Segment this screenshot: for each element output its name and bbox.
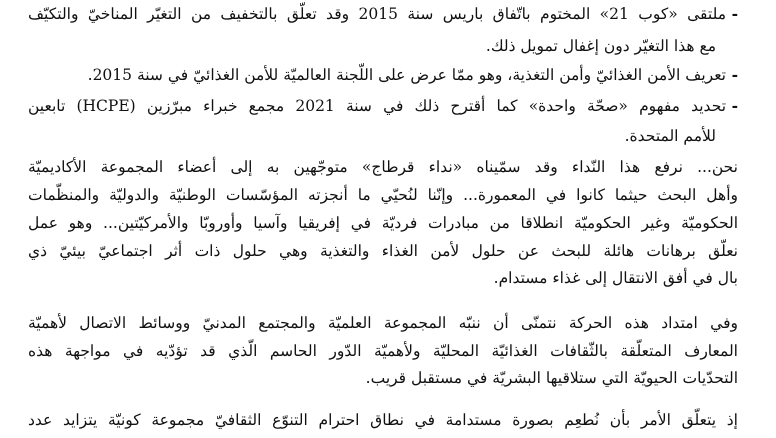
bullet-2-text-1: تعريف الأمن الغذائيّ وأمن التغذية، وهو ممّا عرض على اللّجنة العالميّة للأمن الغذائيّ في سنة 2015. bbox=[87, 66, 726, 84]
bullet-item-1-line-1 bbox=[28, 4, 738, 24]
paragraph-1-text-5: بال في أفق الانتقال إلى غذاء مستدام. bbox=[493, 269, 738, 287]
paragraph-1-line-5 bbox=[28, 268, 738, 288]
bullet-item-3-line-1 bbox=[28, 96, 738, 116]
bullet-3-text-1: تحديد مفهوم «صحّة واحدة» كما أقترح ذلك في سنة 2021 مجمع خبراء مبرّزين (HCPE) تابعين bbox=[28, 97, 727, 115]
paragraph-1-text-1: نحن... نرفع هذا النّداء وقد سمّيناه «نداء قرطاج» متوجّهين به إلى أعضاء المجموعة الأكاديميّة bbox=[28, 158, 738, 176]
paragraph-2-text-1: وفي امتداد هذه الحركة نتمنّى أن ننبّه المجموعة العلميّة والمجتمع المدنيّ ووسائط الاتصال لأهميّة bbox=[28, 314, 738, 332]
paragraph-1-text-4: نعلّق برهانات هائلة للبحث عن حلول لأمن الغذاء والتغذية وهي حلول ذات أثر اجتماعيّ بيئيّ ذي bbox=[28, 242, 738, 260]
bullet-1-text-1: ملتقى «كوب 21» المختوم باتّفاق باريس سنة 2015 وقد تعلّق بالتخفيف من التغيّر المناخيّ والتكيّف bbox=[28, 5, 726, 23]
paragraph-3-line-1 bbox=[28, 410, 738, 430]
bullet-dash: - bbox=[731, 4, 738, 23]
bullet-item-3-line-2 bbox=[28, 126, 716, 146]
paragraph-1-line-2 bbox=[28, 185, 738, 205]
paragraph-2-line-3 bbox=[28, 368, 738, 388]
paragraph-2-text-2: المعارف المتعلّقة بالثّقافات الغذائيّة المحليّة ولأهميّة الدّور الحاسم الّذي قد تؤدّيه في مواجهة هذه bbox=[28, 342, 738, 360]
bullet-item-2-line-1 bbox=[28, 65, 738, 85]
paragraph-2-text-3: التحدّيات الحيويّة التي ستلاقيها البشريّة في مستقبل قريب. bbox=[365, 369, 738, 387]
paragraph-2-line-1 bbox=[28, 313, 738, 333]
bullet-3-text-2: للأمم المتحدة. bbox=[624, 127, 716, 145]
bullet-item-1-line-2 bbox=[28, 36, 716, 56]
paragraph-1-text-2: وأهل البحث حيثما كانوا في المعمورة... وإنّنا لنُحيّي ما أنجزته المؤسّسات الوطنيّة والدوليّة والمنظّمات bbox=[28, 186, 738, 204]
paragraph-3-text-1: إذ يتعلّق الأمر بأن نُطعِم بصورة مستدامة في نطاق احترام التنوّع الثقافيّ مجموعة كونيّة يتزايد عدد bbox=[28, 411, 738, 429]
paragraph-1-line-1 bbox=[28, 157, 738, 177]
bullet-dash: - bbox=[731, 65, 738, 84]
paragraph-2-line-2 bbox=[28, 341, 738, 361]
paragraph-1-line-4 bbox=[28, 241, 738, 261]
paragraph-1-line-3 bbox=[28, 213, 738, 233]
bullet-1-text-2: مع هذا التغيّر دون إغفال تمويل ذلك. bbox=[485, 37, 716, 55]
bullet-dash: - bbox=[731, 96, 739, 115]
paragraph-1-text-3: الحكوميّة وغير الحكوميّة انطلاقا من مبادرات فرديّة في إفريقيا وآسيا وأوروبّا والأمركيّتين... وهو عمل bbox=[28, 214, 738, 232]
